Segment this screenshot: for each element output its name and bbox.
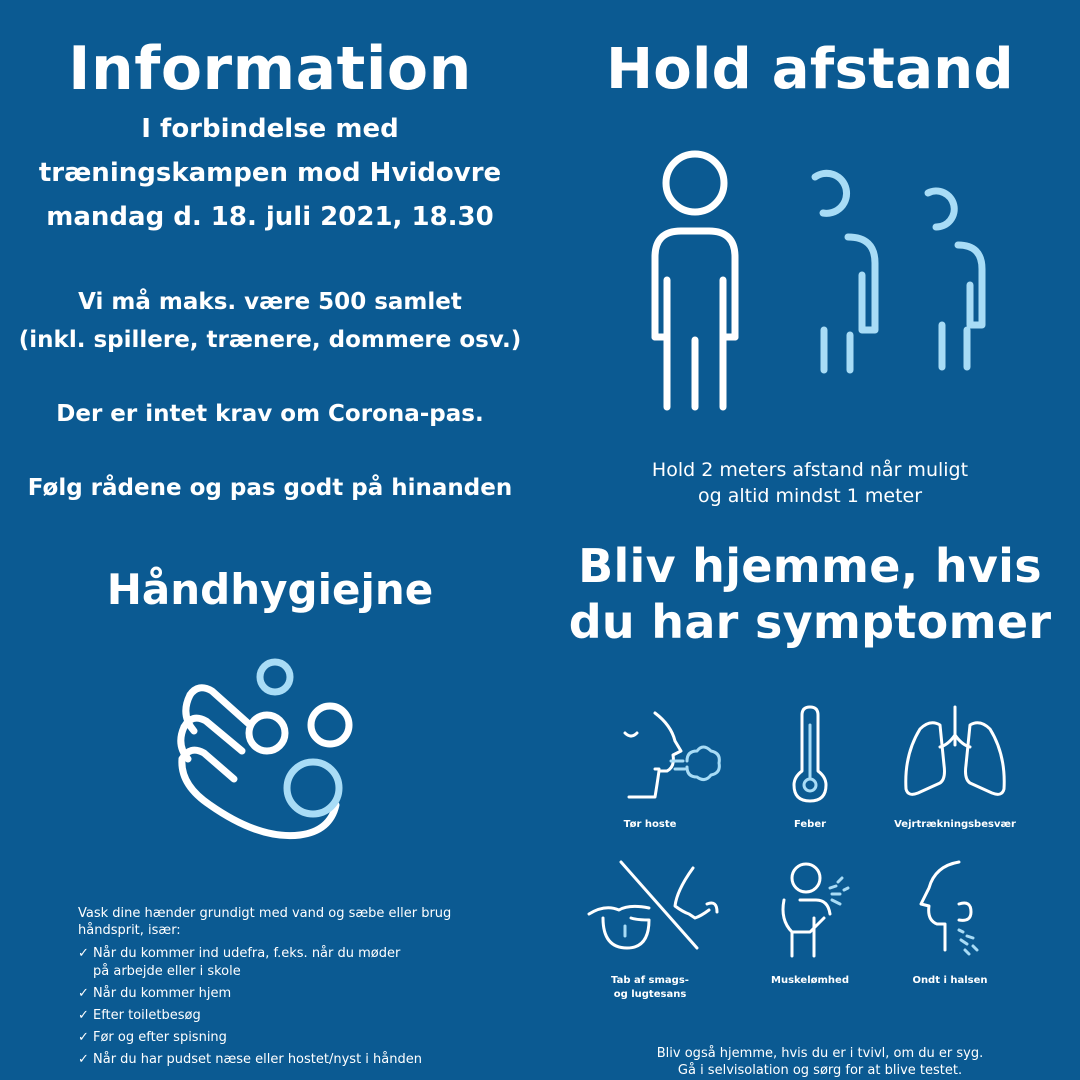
- symptoms-title-line-2: du har symptomer: [568, 595, 1052, 649]
- info-title: Information: [68, 34, 472, 104]
- hygiene-title: Håndhygiejne: [106, 565, 434, 614]
- info-corona-pass: Der er intet krav om Corona-pas.: [56, 401, 484, 427]
- hygiene-intro: [78, 905, 498, 939]
- hygiene-item-text: Når du har pudset næse eller hostet/nyst i hånden: [93, 1052, 422, 1067]
- symptoms-footer-1: Bliv også hjemme, hvis du er i tvivl, om du er syg.: [656, 1046, 984, 1061]
- sore-throat-icon: [915, 860, 995, 960]
- hygiene-item-text-cont: på arbejde eller i skole: [93, 964, 241, 979]
- hand-washing-icon: [170, 655, 370, 870]
- label-muscle: Muskelømhed: [771, 975, 849, 986]
- distance-people-icon: [610, 145, 1020, 415]
- hygiene-item: [78, 1029, 518, 1047]
- hygiene-item: [78, 985, 518, 1003]
- info-line-2: træningskampen mod Hvidovre: [38, 158, 502, 188]
- muscle-pain-icon: [770, 860, 860, 960]
- hygiene-intro-line-1: Vask dine hænder grundigt med vand og sæbe eller brug: [78, 906, 452, 921]
- info-line-1: I forbindelse med: [141, 114, 399, 144]
- check-icon: ✓: [78, 1030, 89, 1045]
- label-cough: Tør hoste: [623, 819, 677, 830]
- distance-caption-1: Hold 2 meters afstand når muligt: [651, 459, 969, 481]
- label-breath: Vejrtrækningsbesvær: [894, 819, 1016, 830]
- hygiene-item-text: Før og efter spisning: [93, 1030, 227, 1045]
- hygiene-item-text: Når du kommer hjem: [93, 986, 232, 1001]
- label-taste-line-2: og lugtesans: [613, 989, 687, 1000]
- check-icon: ✓: [78, 946, 89, 961]
- info-capacity-line-2: (inkl. spillere, trænere, dommere osv.): [18, 327, 522, 353]
- check-icon: ✓: [78, 986, 89, 1001]
- loss-of-taste-smell-icon: [585, 860, 725, 960]
- distance-caption-2: og altid mindst 1 meter: [697, 485, 923, 507]
- symptoms-title-line-1: Bliv hjemme, hvis: [578, 539, 1042, 593]
- hygiene-item: [78, 1051, 518, 1069]
- hygiene-intro-line-2: håndsprit, især:: [78, 923, 181, 938]
- info-line-3: mandag d. 18. juli 2021, 18.30: [46, 202, 494, 232]
- label-taste-line-1: Tab af smags-: [611, 975, 689, 986]
- hygiene-item: [78, 1007, 518, 1025]
- hygiene-checklist: [78, 945, 518, 1073]
- symptoms-footer-2: Gå i selvisolation og sørg for at blive testet.: [677, 1063, 963, 1078]
- hygiene-item-text: Når du kommer ind udefra, f.eks. når du møder: [93, 946, 401, 961]
- label-fever: Feber: [793, 819, 827, 830]
- label-throat: Ondt i halsen: [912, 975, 988, 986]
- lungs-icon: [900, 705, 1010, 800]
- check-icon: ✓: [78, 1052, 89, 1067]
- cough-icon: [615, 705, 725, 800]
- thermometer-icon: [780, 705, 840, 805]
- info-advice: Følg rådene og pas godt på hinanden: [27, 475, 513, 501]
- info-capacity-line-1: Vi må maks. være 500 samlet: [78, 289, 462, 315]
- hygiene-item: [78, 945, 518, 981]
- distance-title: Hold afstand: [606, 37, 1014, 102]
- check-icon: ✓: [78, 1008, 89, 1023]
- hygiene-item-text: Efter toiletbesøg: [93, 1008, 201, 1023]
